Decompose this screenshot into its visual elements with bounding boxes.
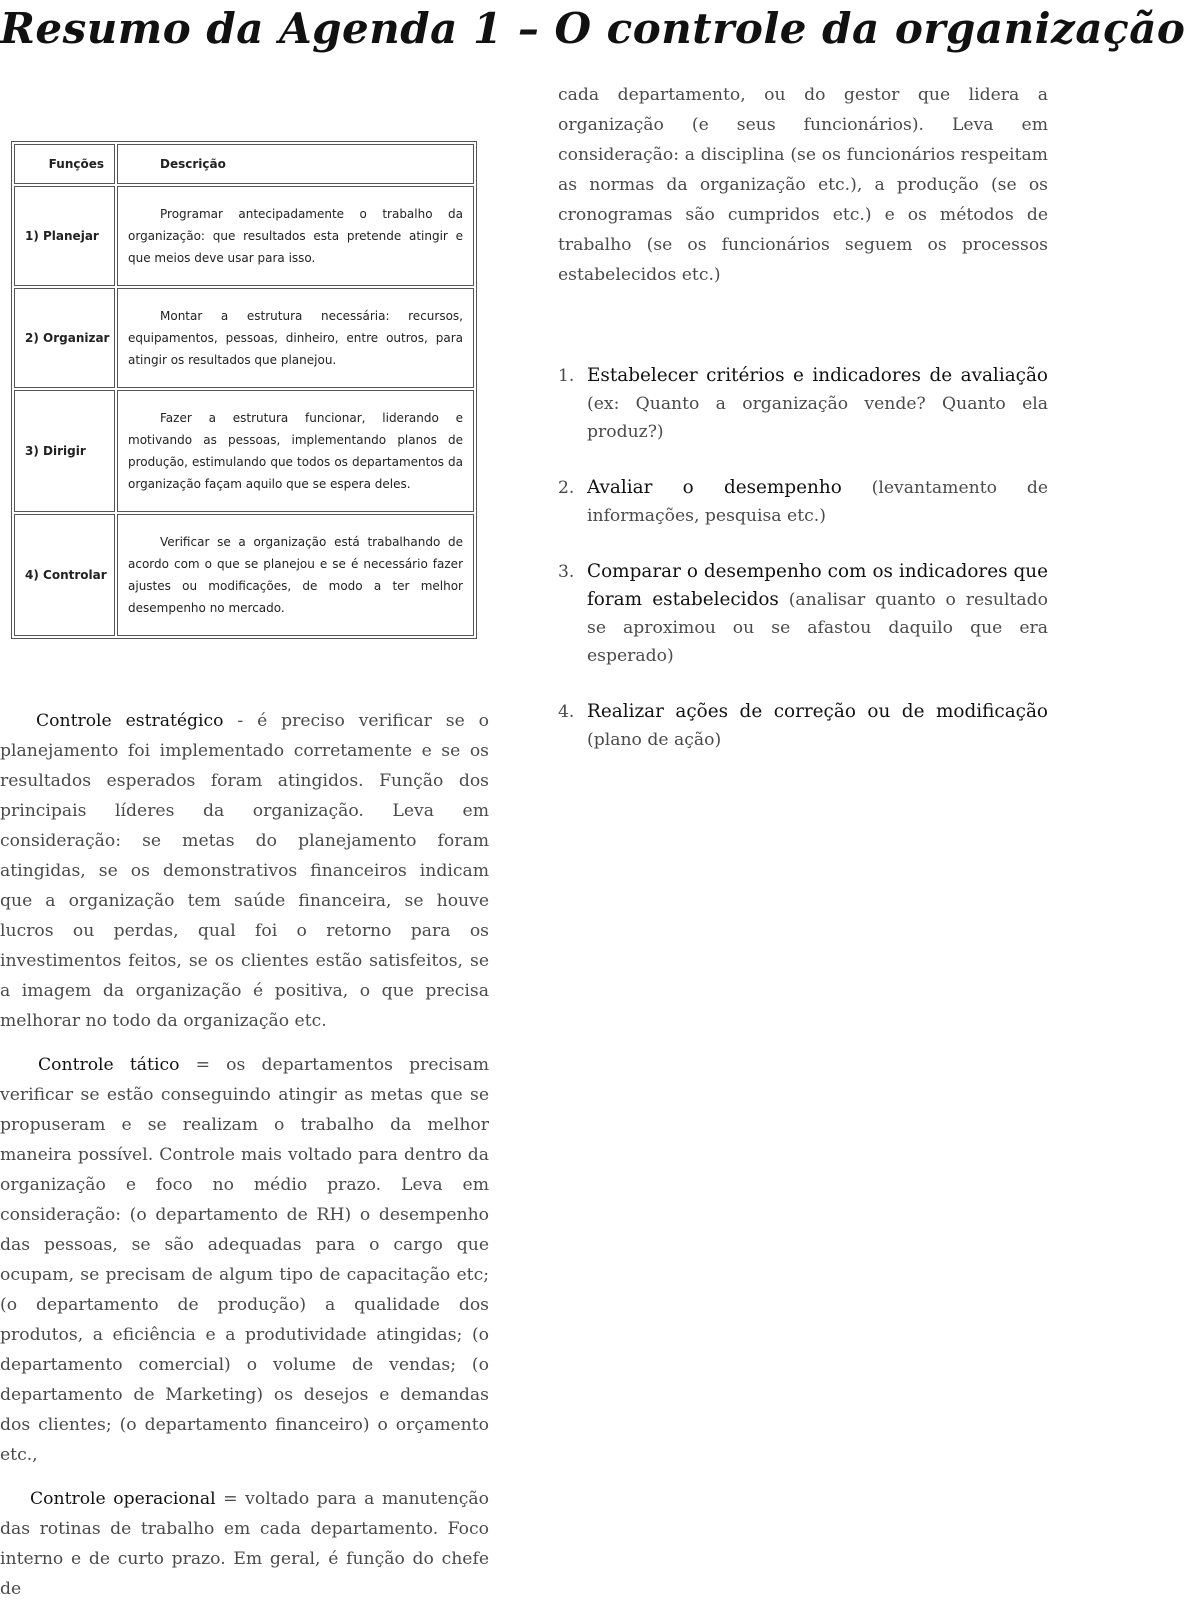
operational-control-continuation: cada departamento, ou do gestor que lidera a organização (e seus funcionários). Leva em consideração: a disciplina (se os funcionários respeitam as normas da organização etc.), a produção (se os cronogramas são cumpridos etc.) e os métodos de trabalho (se os funcionários seguem os processos estabelecidos etc.) [558,85,1048,285]
step-lead: Comparar o desempenho com os indicadores que foram estabelecidos [587,561,1048,610]
step-lead: Avaliar o desempenho [587,477,842,498]
step-rest: (analisar quanto o resultado se aproximou ou se afastou daquilo que era esperado) [587,590,1049,666]
table-row [14,390,474,512]
step-rest: (plano de ação) [587,730,722,750]
strategic-control-paragraph [0,706,489,1036]
description-cell: Programar antecipadamente o trabalho da organização: que resultados esta pretende atingir e que meios deve usar para isso. [117,186,474,286]
step-lead: Realizar ações de correção ou de modificação [587,701,1048,722]
operational-control-text: = voltado para a manutenção das rotinas de trabalho em cada departamento. Foco interno e de curto prazo. Em geral, é função do chefe de [0,1489,489,1599]
step-number: 1. [558,366,575,386]
description-cell: Verificar se a organização está trabalhando de acordo com o que se planejou e se é necessário fazer ajustes ou modificações, de modo a ter melhor desempenho no mercado. [117,514,474,636]
page-title: Resumo da Agenda 1 – O controle da organização [0,4,1185,53]
description-cell: Montar a estrutura necessária: recursos, equipamentos, pessoas, dinheiro, entre outros, para atingir os resultados que planejou. [117,288,474,388]
table-row [14,288,474,388]
control-steps-list [558,362,1048,782]
table-header-row [14,144,474,184]
function-cell: 2) Organizar [14,288,115,388]
function-cell: 3) Dirigir [14,390,115,512]
table-row [14,186,474,286]
list-item [558,698,1048,754]
description-cell: Fazer a estrutura funcionar, liderando e motivando as pessoas, implementando planos de produção, estimulando que todos os departamentos da organização façam aquilo que se espera deles. [117,390,474,512]
step-number: 4. [558,702,575,722]
step-rest: (ex: Quanto a organização vende? Quanto ela produz?) [587,394,1048,442]
strategic-control-term: Controle estratégico [36,711,224,731]
left-column [0,706,489,1618]
tactical-control-paragraph [0,1050,489,1470]
step-rest: (levantamento de informações, pesquisa etc.) [587,478,1048,526]
header-functions: Funções [14,144,115,184]
function-cell: 1) Planejar [14,186,115,286]
list-item [558,474,1048,530]
strategic-control-text: - é preciso verificar se o planejamento foi implementado corretamente e se os resultados esperados foram atingidos. Função dos principais líderes da organização. Leva em consideração: se metas do planejamento foram atingidas, se os demonstrativos financeiros indicam que a organização tem saúde financeira, se houve lucros ou perdas, qual foi o retorno para os investimentos feitos, se os clientes estão satisfeitos, se a imagem da organização é positiva, o que precisa melhorar no todo da organização etc. [0,711,489,1031]
operational-control-paragraph [0,1484,489,1604]
step-lead: Estabelecer critérios e indicadores de avaliação [587,365,1048,386]
step-number: 2. [558,478,575,498]
table-row [14,514,474,636]
function-cell: 4) Controlar [14,514,115,636]
tactical-control-text: = os departamentos precisam verificar se estão conseguindo atingir as metas que se propuseram e se realizam o trabalho da melhor maneira possível. Controle mais voltado para dentro da organização e foco no médio prazo. Leva em consideração: (o departamento de RH) o desempenho das pessoas, se são adequadas para o cargo que ocupam, se precisam de algum tipo de capacitação etc; (o departamento de produção) a qualidade dos produtos, a eficiência e a produtividade atingidas; (o departamento comercial) o volume de vendas; (o departamento de Marketing) os desejos e demandas dos clientes; (o departamento financeiro) o orçamento etc., [0,1055,489,1465]
operational-control-term: Controle operacional [30,1489,216,1509]
tactical-control-term: Controle tático [38,1055,180,1075]
list-item [558,362,1048,446]
list-item [558,558,1048,670]
header-description: Descrição [117,144,474,184]
functions-table [11,141,477,639]
step-number: 3. [558,562,575,582]
right-column [558,80,1048,290]
